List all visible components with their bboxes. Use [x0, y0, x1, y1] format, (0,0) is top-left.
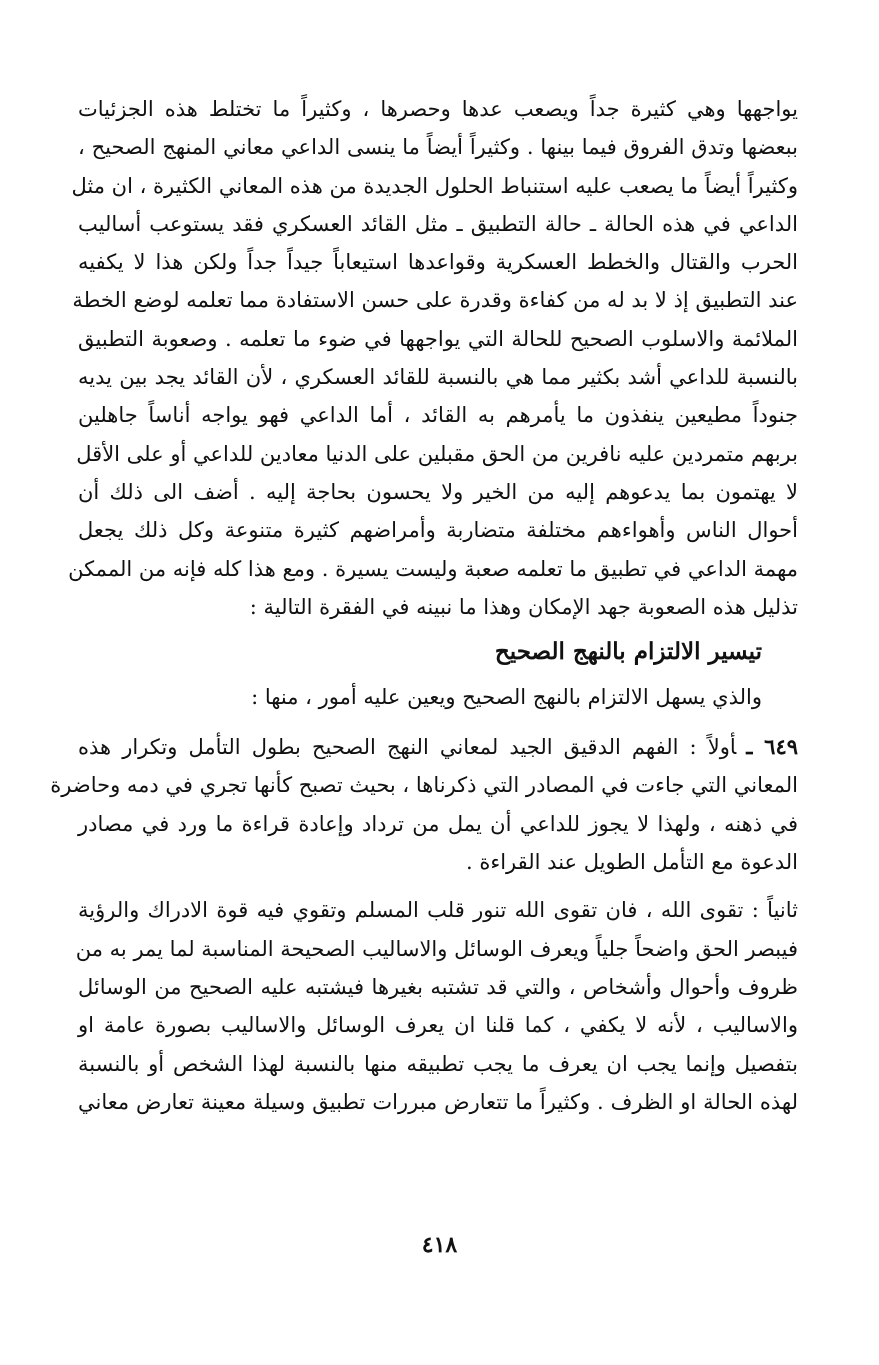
text-line: لا يهتمون بما يدعوهم إليه من الخير ولا يحسون بحاجة إليه . أضف الى ذلك أن — [78, 479, 798, 504]
text-line: بالنسبة للداعي أشد بكثير مما هي بالنسبة للقائد العسكري ، لأن القائد يجد بين يديه — [78, 365, 798, 390]
text-line-content: أولاً : الفهم الدقيق الجيد لمعاني النهج الصحيح بطول التأمل وتكرار هذه — [78, 735, 737, 760]
text-line: ثانياً : تقوى الله ، فان تقوى الله تنور قلب المسلم وتقوي فيه قوة الادراك والرؤية — [78, 898, 798, 923]
paragraph-2 — [50, 728, 799, 881]
text-line: الداعي في هذه الحالة ـ حالة التطبيق ـ مثل القائد العسكري فقد يستوعب أساليب — [78, 211, 798, 236]
text-line: الملائمة والاسلوب الصحيح للحالة التي يواجهها في ضوء ما تعلمه . وصعوبة التطبيق — [78, 326, 798, 351]
text-line: تذليل هذه الصعوبة جهد الإمكان وهذا ما نبينه في الفقرة التالية : — [249, 594, 798, 619]
section-number: ٦٤٩ ـ — [746, 734, 799, 760]
text-line: المعاني التي جاءت في المصادر التي ذكرناها ، بحيث تصبح كأنها تجري في دمه وحاضرة — [50, 773, 798, 798]
text-line: فيبصر الحق واضحاً جلياً ويعرف الوسائل والاساليب الصحيحة المناسبة لما يمر به من — [75, 936, 798, 961]
text-line: يواجهها وهي كثيرة جداً ويصعب عدها وحصرها ، وكثيراً ما تختلط هذه الجزئيات — [78, 97, 798, 121]
text-line — [78, 728, 798, 766]
section-heading: تيسير الالتزام بالنهج الصحيح — [494, 638, 762, 666]
page-body — [50, 90, 799, 1121]
text-line: ببعضها وتدق الفروق فيما بينها . وكثيراً أيضاً ما ينسى الداعي معاني المنهج الصحيح ، — [78, 135, 798, 160]
text-line: عند التطبيق إذ لا بد له من كفاءة وقدرة على حسن الاستفادة مما تعلمه لوضع الخطة — [72, 288, 798, 313]
text-line: الحرب والقتال والخطط العسكرية وقواعدها استيعاباً جيداً جداً ولكن هذا لا يكفيه — [78, 250, 798, 275]
paragraph-spacer — [78, 881, 798, 891]
page-number: ٤١٨ — [421, 1232, 458, 1258]
text-line: جنوداً مطيعين ينفذون ما يأمرهم به القائد ، أما الداعي فهو يواجه أناساً جاهلين — [78, 403, 798, 428]
text-line: والاساليب ، لأنه لا يكفي ، كما قلنا ان يعرف الوسائل والاساليب بصورة عامة او — [78, 1013, 798, 1038]
text-line: مهمة الداعي في تطبيق ما تعلمه صعبة وليست يسيرة . ومع هذا كله فإنه من الممكن — [68, 556, 798, 581]
text-line: الدعوة مع التأمل الطويل عند القراءة . — [465, 850, 798, 875]
text-line: بربهم متمردين عليه نافرين من الحق مقبلين على الدنيا معادين للداعي أو على الأقل — [76, 441, 798, 466]
text-line: أحوال الناس وأهواءهم مختلفة متضاربة وأمراضهم كثيرة متنوعة وكل ذلك يجعل — [78, 518, 798, 543]
text-line: وكثيراً أيضاً ما يصعب عليه استنباط الحلول الجديدة من هذه المعاني الكثيرة ، ان مثل — [71, 173, 798, 198]
text-line: بتفصيل وإنما يجب ان يعرف ما يجب تطبيقه منها بالنسبة لهذا الشخص أو بالنسبة — [78, 1051, 798, 1076]
paragraph-3 — [75, 891, 798, 1121]
text-line: ظروف وأحوال وأشخاص ، والتي قد تشتبه بغيرها فيشتبه عليه الصحيح من الوسائل — [78, 974, 798, 999]
text-line: لهذه الحالة او الظرف . وكثيراً ما تتعارض مبررات تطبيق وسيلة معينة تعارض معاني — [78, 1089, 798, 1114]
paragraph-1 — [68, 90, 798, 626]
text-line: في ذهنه ، ولهذا لا يجوز للداعي أن يمل من ترداد وإعادة قراءة ما ورد في مصادر — [78, 811, 798, 836]
intro-line: والذي يسهل الالتزام بالنهج الصحيح ويعين عليه أمور ، منها : — [251, 685, 762, 710]
